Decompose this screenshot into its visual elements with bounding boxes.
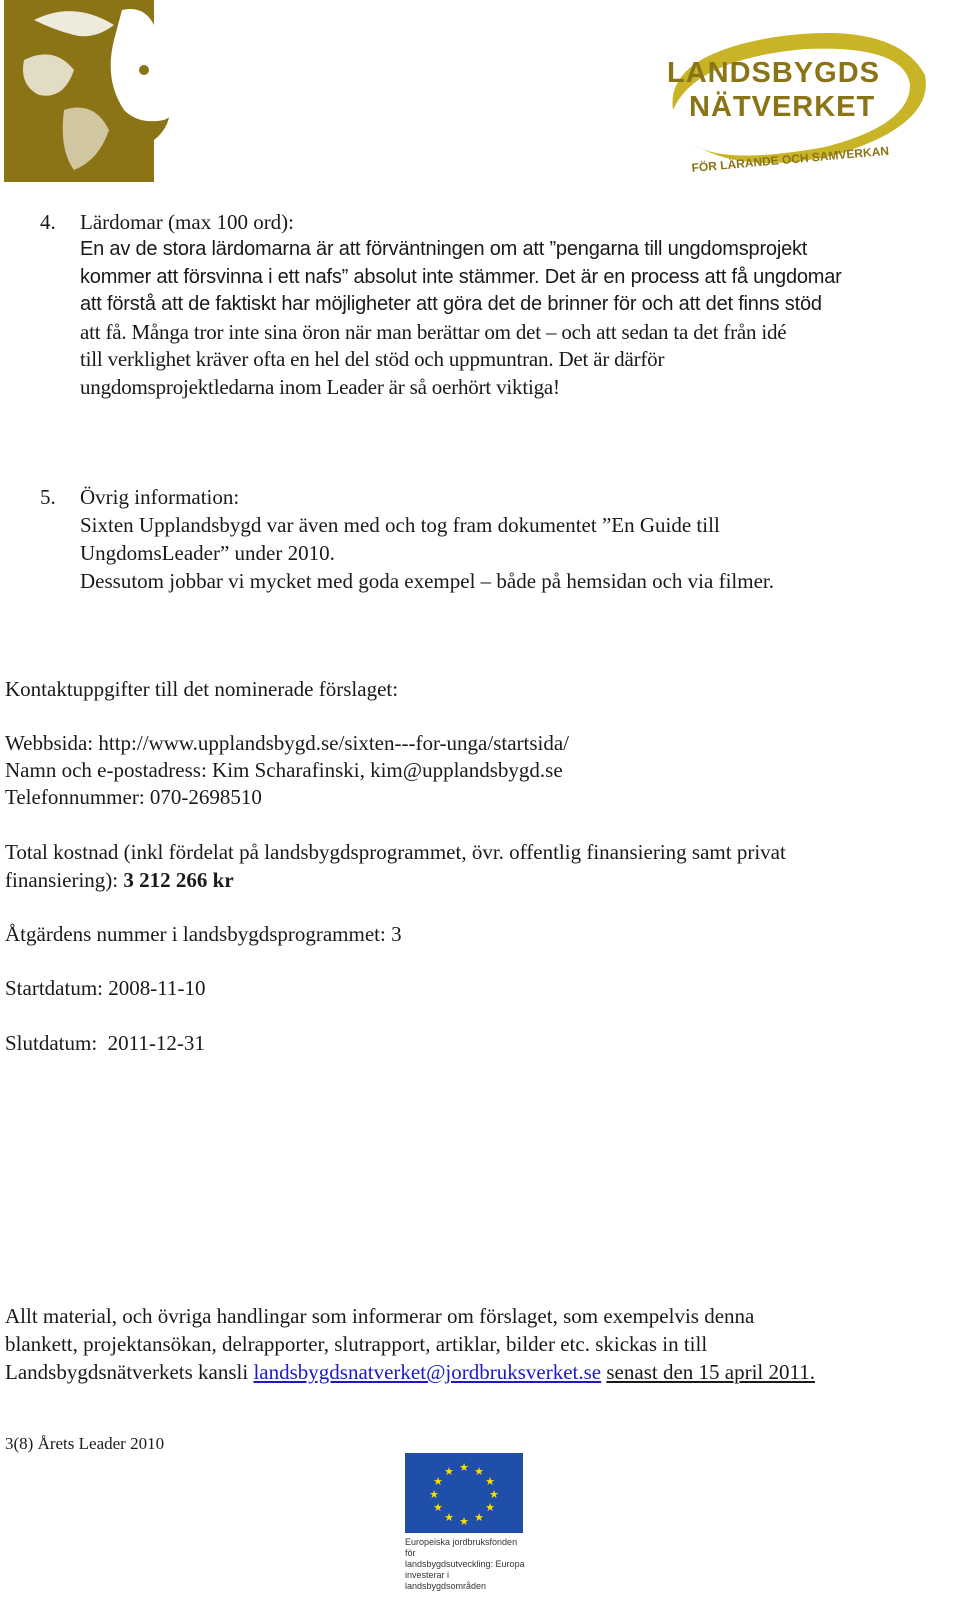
svg-text:★: ★ [474,1465,484,1478]
logo-tagline: FÖR LÄRANDE OCH SAMVERKAN [691,143,890,175]
section-5-line: UngdomsLeader” under 2010. [80,541,335,565]
svg-text:★: ★ [485,1501,495,1514]
svg-text:★: ★ [459,1461,469,1474]
note-line1: Allt material, och övriga handlingar som informerar om förslaget, som exempelvis denna [5,1304,755,1328]
end-date: Slutdatum: 2011-12-31 [5,1031,205,1055]
section-4-line: att få. Många tror inte sina öron när man berättar om det – och att sedan ta det från idé [80,319,787,344]
svg-text:★: ★ [429,1488,439,1501]
section-4-line: till verklighet kräver ofta en hel del stöd och uppmuntran. Det är därför [80,347,665,371]
contact-name-email: Namn och e-postadress: Kim Scharafinski, kim@upplandsbygd.se [5,758,563,782]
contact-website: Webbsida: http://www.upplandsbygd.se/sixten---for-unga/startsida/ [5,731,570,755]
section-4-line: kommer att försvinna i ett nafs” absolut inte stämmer. Det är en process att få ungdomar [80,265,842,288]
submission-note [5,1302,945,1386]
section-4-line: att förstå att de faktiskt har möjligheter att göra det de brinner för och att det finns stöd [80,293,822,315]
svg-text:★: ★ [433,1501,443,1514]
total-cost [5,838,945,894]
total-cost-amount: 3 212 266 kr [123,868,234,892]
eu-logo [405,1453,525,1620]
eu-caption-line: Europeiska jordbruksfonden för [405,1537,518,1558]
email-link[interactable]: landsbygdsnatverket@jordbruksverket.se [253,1360,602,1384]
section-5-line: Sixten Upplandsbygd var även med och tog fram dokumentet ”En Guide till [80,513,720,537]
ram-head-icon [4,0,180,182]
page-footer: 3(8) Årets Leader 2010 [5,1434,165,1453]
eu-caption [405,1537,530,1592]
measure-number: Åtgärdens nummer i landsbygdsprogrammet: 3 [5,922,402,946]
svg-text:★: ★ [474,1511,484,1524]
svg-text:★: ★ [444,1465,454,1478]
section-4-body [80,236,940,401]
total-cost-line1: Total kostnad (inkl fördelat på landsbygdsprogrammet, övr. offentlig finansiering samt privat [5,840,786,864]
svg-text:★: ★ [444,1511,454,1524]
total-cost-prefix: finansiering): [5,868,124,892]
note-line2: blankett, projektansökan, delrapporter, slutrapport, artiklar, bilder etc. skickas in till [5,1332,708,1356]
section-5-body [80,511,940,595]
logo-line1: LANDSBYGDS [667,57,881,89]
ram-logo [4,0,180,182]
contact-heading: Kontaktuppgifter till det nominerade förslaget: [5,677,399,701]
section-5-line: Dessutom jobbar vi mycket med goda exempel – både på hemsidan och via filmer. [80,569,774,593]
section-4-line: ungdomsprojektledarna inom Leader är så oerhört viktiga! [80,374,560,399]
section-5-heading: Övrig information: [80,485,240,509]
section-4-heading: Lärdomar (max 100 ord): [80,210,295,234]
note-line3-prefix: Landsbygdsnätverkets kansli [5,1360,254,1384]
svg-text:★: ★ [489,1488,499,1501]
start-date: Startdatum: 2008-11-10 [5,976,206,1000]
svg-text:★: ★ [459,1515,469,1528]
eu-caption-line: landsbygdsutveckling: Europa [405,1559,525,1569]
svg-text:★: ★ [433,1475,443,1488]
logo-line2: NÄTVERKET [689,91,876,123]
contact-phone: Telefonnummer: 070-2698510 [5,785,262,809]
section-5-number: 5. [40,485,56,509]
section-4-number: 4. [40,210,56,234]
deadline-text: senast den 15 april 2011. [606,1360,815,1384]
section-4-line: En av de stora lärdomarna är att förväntningen om att ”pengarna till ungdomsprojekt [80,238,808,260]
landsbygdsnatverket-logo [655,15,930,185]
svg-text:★: ★ [485,1475,495,1488]
eu-caption-line: investerar i landsbygdsområden [405,1570,487,1591]
eu-flag-icon [405,1453,523,1533]
